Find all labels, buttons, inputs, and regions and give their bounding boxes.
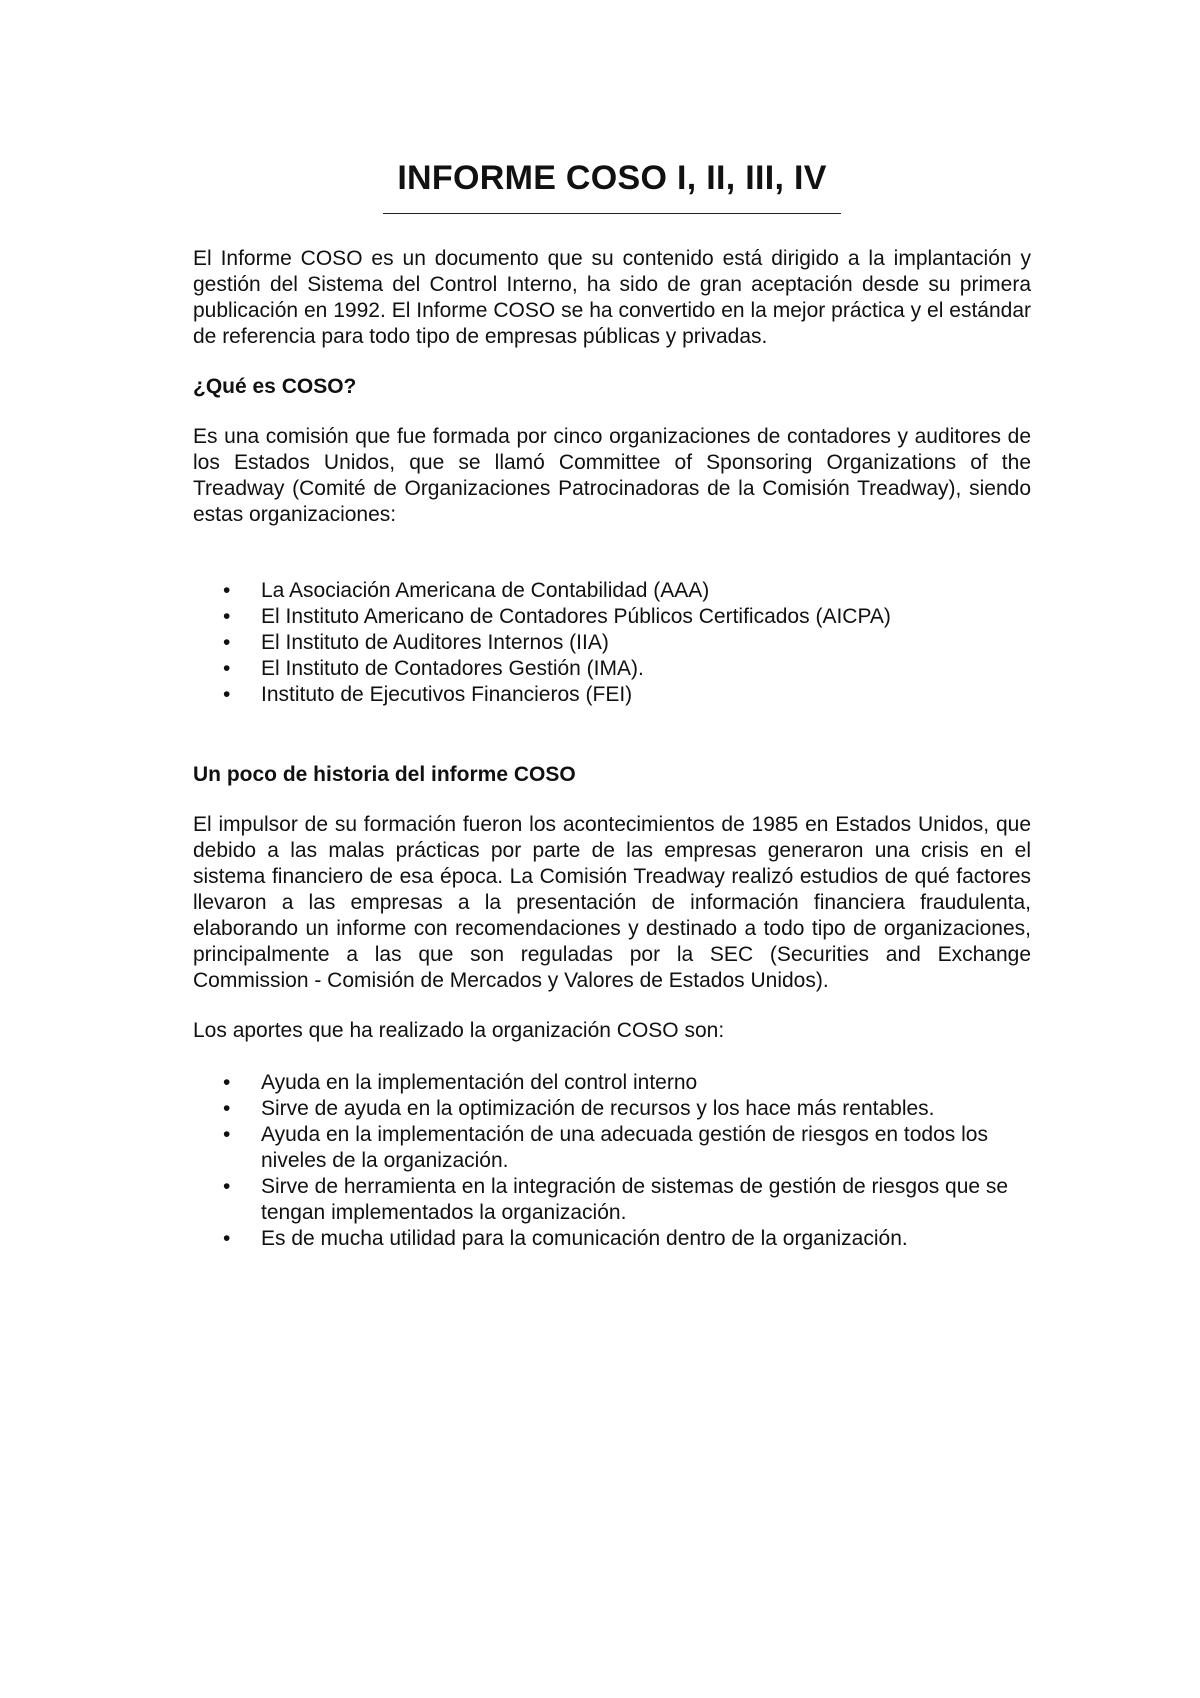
bullet-icon: • — [223, 1123, 231, 1147]
section1-paragraph: Es una comisión que fue formada por cinco organizaciones de contadores y auditores de los Estados Unidos, que se llamó Committee of Sponsoring Organizations of the Treadway (Comité de Organizaciones Patrocinadoras de la Comisión Treadway), siendo estas organizaciones: — [193, 425, 1031, 527]
list-item-text: El Instituto de Contadores Gestión (IMA). — [261, 657, 644, 681]
list-item — [193, 630, 1031, 656]
bullet-icon: • — [223, 1175, 231, 1199]
bullet-icon: • — [223, 605, 231, 629]
intro-paragraph: El Informe COSO es un documento que su contenido está dirigido a la implantación y gestión del Sistema del Control Interno, ha sido de gran aceptación desde su primera publicación en 1992. El Informe COSO se ha convertido en la mejor práctica y el estándar de referencia para todo tipo de empresas públicas y privadas. — [193, 247, 1031, 349]
list-item — [193, 1226, 1031, 1252]
document-title: INFORME COSO I, II, III, IV — [397, 159, 827, 197]
document-page — [193, 150, 1031, 1252]
list-item — [193, 1122, 1031, 1174]
list-item-text: La Asociación Americana de Contabilidad (AAA) — [261, 579, 710, 603]
section2-paragraph: El impulsor de su formación fueron los acontecimientos de 1985 en Estados Unidos, que debido a las malas prácticas por parte de las empresas generaron una crisis en el sistema financiero de esa época. La Comisión Treadway realizó estudios de qué factores llevaron a las empresas a la presentación de información financiera fraudulenta, elaborando un informe con recomendaciones y destinado a todo tipo de organizaciones, principalmente a las que son reguladas por la SEC (Securities and Exchange Commission - Comisión de Mercados y Valores de Estados Unidos). — [193, 813, 1031, 993]
list-item-text: Ayuda en la implementación de una adecuada gestión de riesgos en todos los niveles de la organización. — [261, 1123, 988, 1173]
list-item-text: Sirve de ayuda en la optimización de recursos y los hace más rentables. — [261, 1097, 935, 1121]
organizations-list — [193, 578, 1031, 708]
list-item — [193, 682, 1031, 708]
bullet-icon: • — [223, 1227, 231, 1251]
list-item-text: El Instituto de Auditores Internos (IIA) — [261, 631, 609, 655]
list-item-text: Sirve de herramienta en la integración de sistemas de gestión de riesgos que se tengan implementados la organización. — [261, 1175, 1009, 1225]
bullet-icon: • — [223, 1071, 231, 1095]
contributions-intro: Los aportes que ha realizado la organización COSO son: — [193, 1019, 725, 1043]
bullet-icon: • — [223, 657, 231, 681]
bullet-icon: • — [223, 683, 231, 707]
list-item — [193, 604, 1031, 630]
list-item — [193, 1096, 1031, 1122]
bullet-icon: • — [223, 631, 231, 655]
list-item — [193, 1070, 1031, 1096]
title-underline — [383, 213, 841, 214]
list-item-text: Ayuda en la implementación del control interno — [261, 1071, 698, 1095]
bullet-icon: • — [223, 579, 231, 603]
list-item — [193, 656, 1031, 682]
list-item — [193, 578, 1031, 604]
list-item-text: El Instituto Americano de Contadores Públicos Certificados (AICPA) — [261, 605, 891, 629]
section-heading-que-es-coso: ¿Qué es COSO? — [193, 375, 357, 399]
contributions-list — [193, 1070, 1031, 1252]
list-item-text: Es de mucha utilidad para la comunicación dentro de la organización. — [261, 1227, 908, 1251]
bullet-icon: • — [223, 1097, 231, 1121]
section-heading-historia: Un poco de historia del informe COSO — [193, 763, 576, 787]
list-item-text: Instituto de Ejecutivos Financieros (FEI) — [261, 683, 633, 707]
list-item — [193, 1174, 1031, 1226]
